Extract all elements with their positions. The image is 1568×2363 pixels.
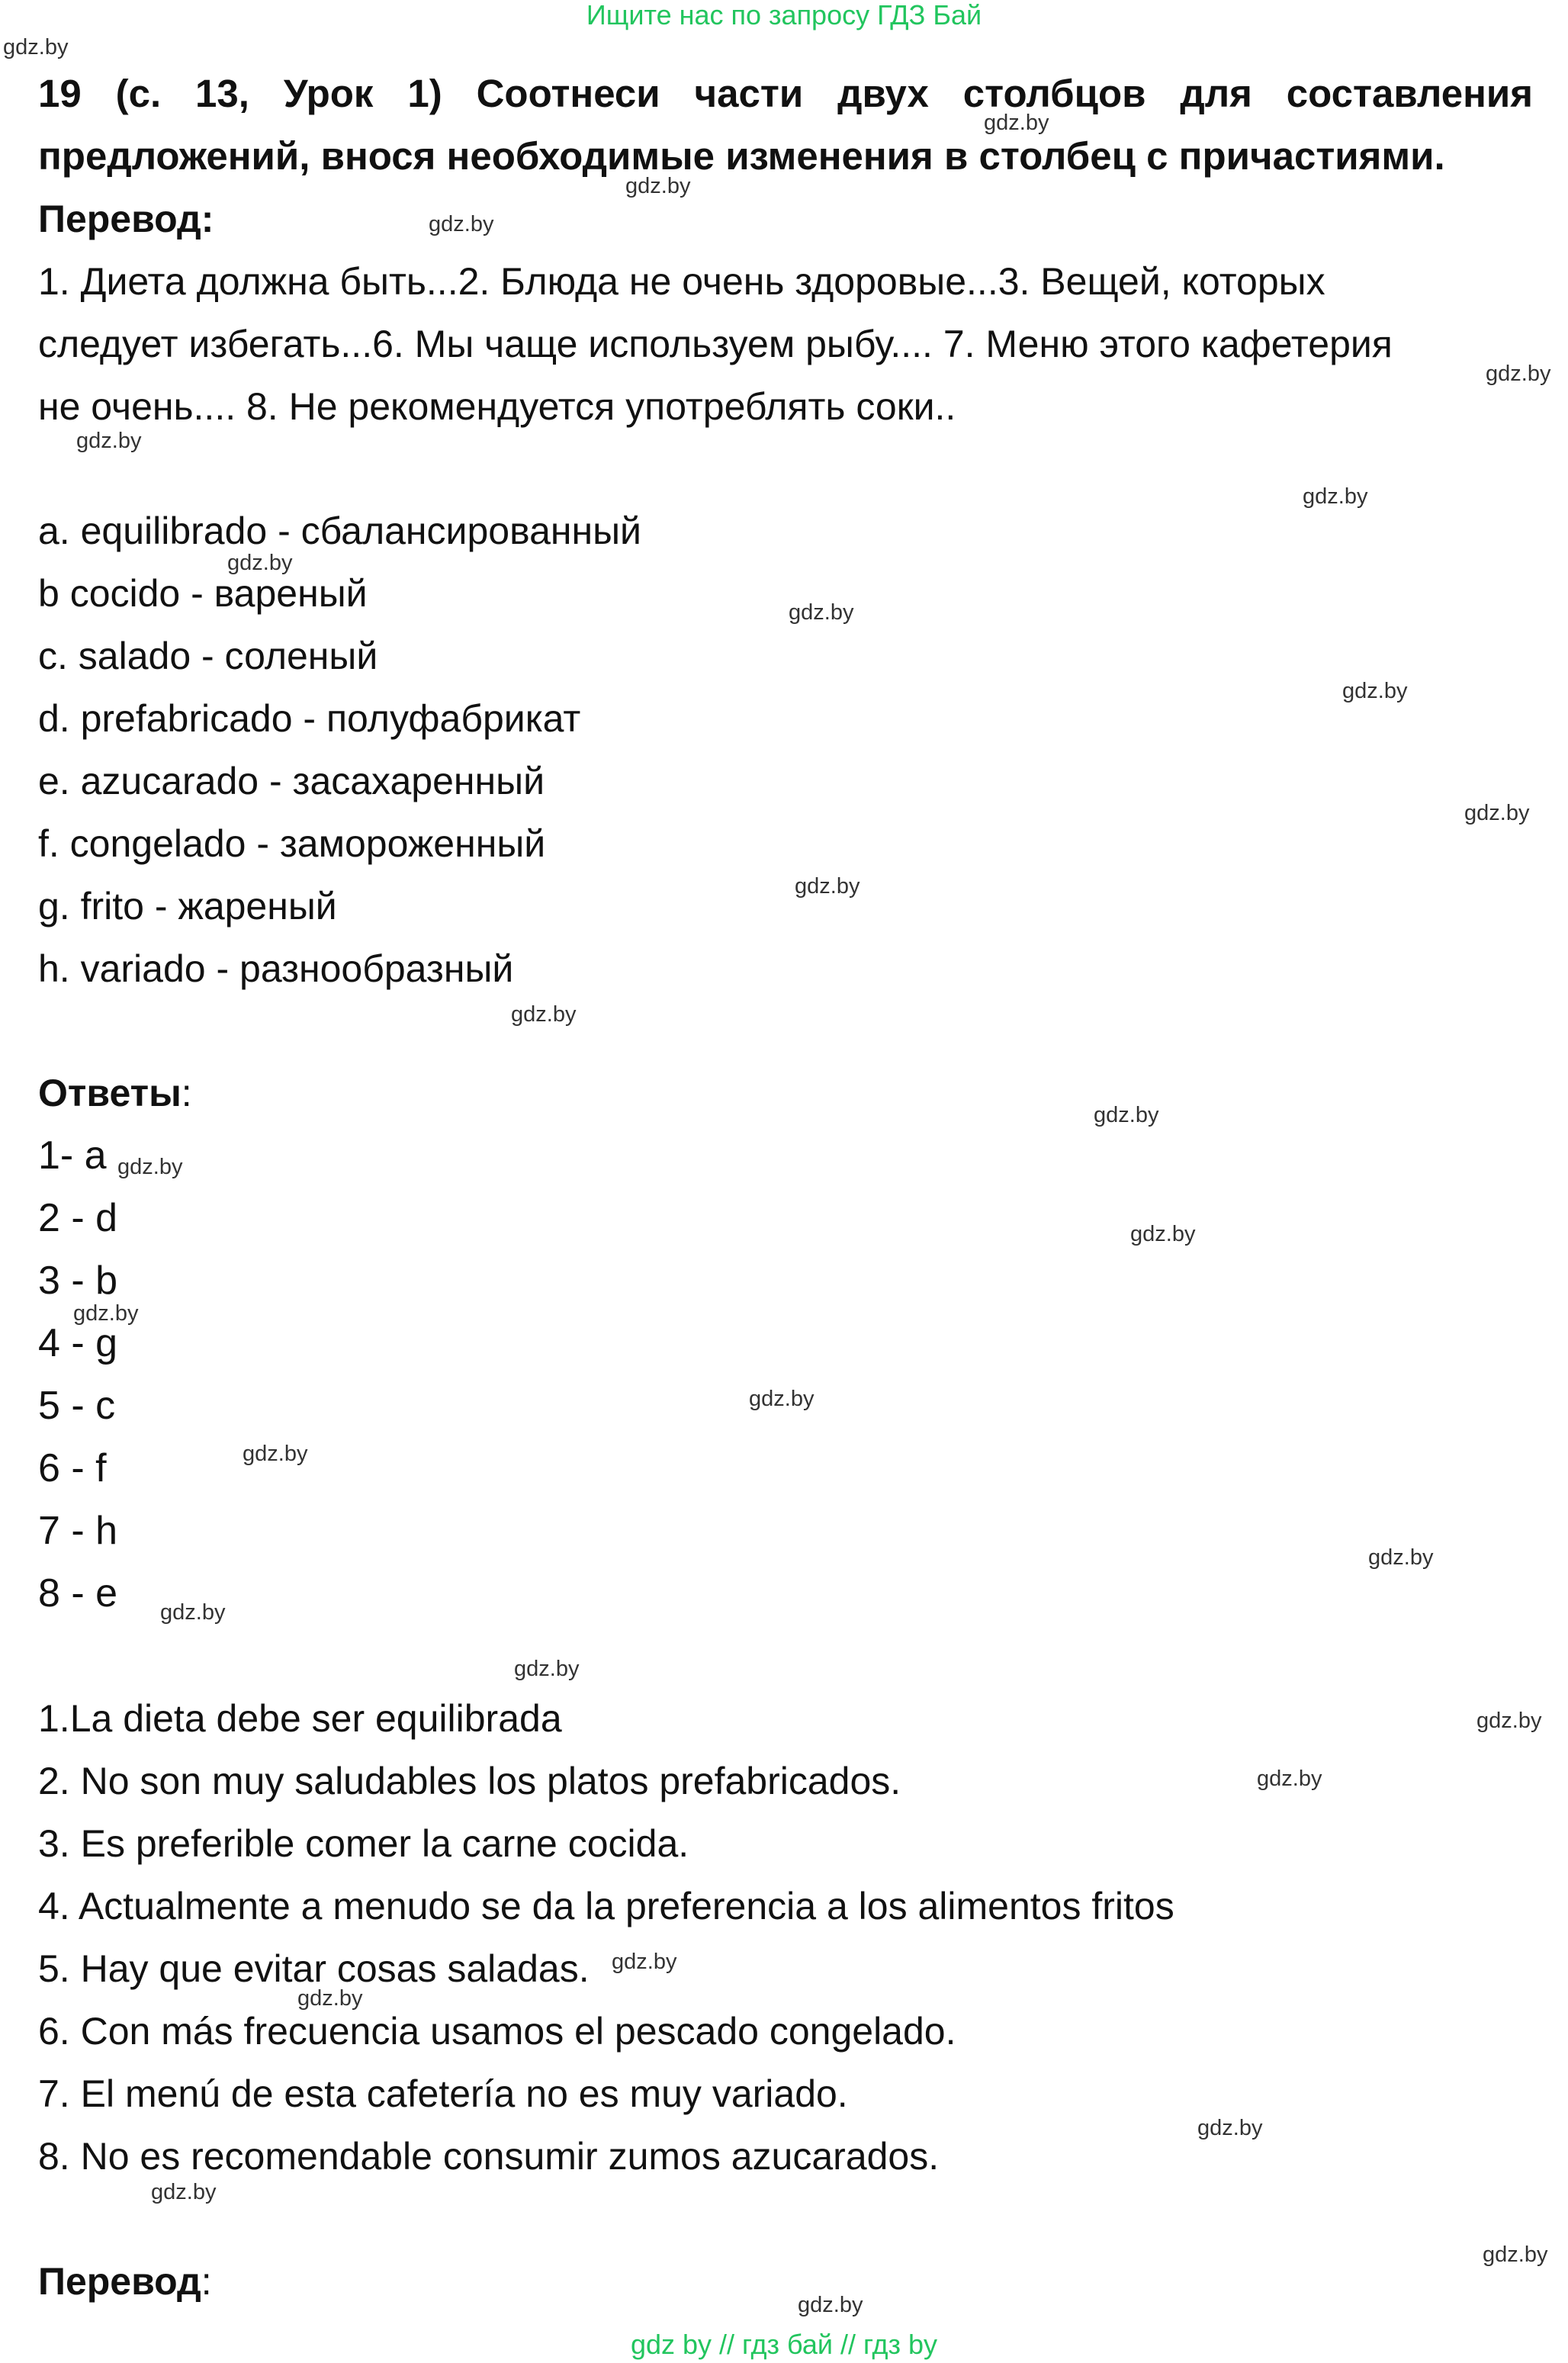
watermark: gdz.by xyxy=(1130,1222,1196,1246)
sentence-5: 5. Hay que evitar cosas saladas. xyxy=(38,1947,590,1990)
top-banner[interactable]: Ищите нас по запросу ГДЗ Бай xyxy=(586,0,982,31)
watermark: gdz.by xyxy=(749,1387,815,1411)
watermark: gdz.by xyxy=(297,1986,363,2011)
watermark: gdz.by xyxy=(1197,2116,1263,2140)
answer-4: 4 - g xyxy=(38,1321,118,1365)
watermark: gdz.by xyxy=(1368,1545,1434,1570)
watermark: gdz.by xyxy=(612,1950,677,1974)
watermark: gdz.by xyxy=(3,35,69,59)
watermark: gdz.by xyxy=(73,1301,139,1326)
answers-heading xyxy=(38,1062,1533,1124)
vocab-item-b: b cocido - вареный xyxy=(38,572,368,615)
final-heading-text: Перевод xyxy=(38,2260,201,2303)
translation-heading: Перевод: xyxy=(38,198,214,240)
watermark: gdz.by xyxy=(625,174,691,198)
watermark: gdz.by xyxy=(789,600,854,625)
sentence-4: 4. Actualmente a menudo se da la preferencia a los alimentos fritos xyxy=(38,1885,1174,1927)
vocab-item-h: h. variado - разнообразный xyxy=(38,947,514,990)
vocab-item-g: g. frito - жареный xyxy=(38,885,337,928)
watermark: gdz.by xyxy=(984,111,1049,135)
watermark: gdz.by xyxy=(1464,801,1530,825)
watermark: gdz.by xyxy=(1483,2242,1548,2267)
watermark: gdz.by xyxy=(117,1155,183,1179)
footer-links[interactable]: gdz by // гдз бай // гдз by xyxy=(630,2329,938,2360)
watermark: gdz.by xyxy=(227,551,293,575)
translation-line-2: следует избегать...6. Мы чаще используем рыбу.... 7. Меню этого кафетерия xyxy=(38,323,1393,365)
task-title-line2: предложений, внося необходимые изменения в столбец с причастиями. xyxy=(38,134,1445,178)
answer-6: 6 - f xyxy=(38,1446,107,1490)
answer-1: 1- a xyxy=(38,1133,107,1178)
final-translation-heading xyxy=(38,2250,1533,2313)
translation-line-3: не очень.... 8. Не рекомендуется употреблять соки.. xyxy=(38,385,956,428)
watermark: gdz.by xyxy=(243,1442,308,1466)
watermark: gdz.by xyxy=(511,1002,577,1027)
watermark: gdz.by xyxy=(514,1657,580,1681)
task-title-line1: 19 (с. 13, Урок 1) Соотнеси части двух столбцов для составления xyxy=(38,72,1533,115)
sentence-2: 2. No son muy saludables los platos prefabricados. xyxy=(38,1760,901,1802)
vocab-item-e: e. azucarado - засахаренный xyxy=(38,760,545,802)
vocab-item-f: f. congelado - замороженный xyxy=(38,822,546,865)
sentence-6: 6. Con más frecuencia usamos el pescado congelado. xyxy=(38,2010,956,2053)
answers-heading-text: Ответы xyxy=(38,1072,182,1114)
vocab-item-d: d. prefabricado - полуфабрикат xyxy=(38,697,581,740)
answer-8: 8 - e xyxy=(38,1571,118,1616)
watermark: gdz.by xyxy=(1257,1767,1322,1791)
answer-3: 3 - b xyxy=(38,1259,118,1303)
watermark: gdz.by xyxy=(795,874,860,899)
answer-2: 2 - d xyxy=(38,1196,118,1240)
watermark: gdz.by xyxy=(1476,1709,1542,1733)
vocab-item-c: c. salado - соленый xyxy=(38,635,378,677)
sentence-1: 1.La dieta debe ser equilibrada xyxy=(38,1697,562,1740)
sentence-8: 8. No es recomendable consumir zumos azucarados. xyxy=(38,2135,940,2178)
sentence-7: 7. El menú de esta cafetería no es muy variado. xyxy=(38,2072,848,2115)
watermark: gdz.by xyxy=(76,429,142,453)
watermark: gdz.by xyxy=(1342,679,1408,703)
watermark: gdz.by xyxy=(429,212,494,236)
answer-7: 7 - h xyxy=(38,1509,118,1553)
watermark: gdz.by xyxy=(1303,484,1368,509)
final-heading-colon: : xyxy=(201,2260,212,2303)
vocab-item-a: a. equilibrado - сбалансированный xyxy=(38,510,641,552)
watermark: gdz.by xyxy=(160,1600,226,1625)
translation-line-1: 1. Диета должна быть...2. Блюда не очень здоровые...3. Вещей, которых xyxy=(38,260,1325,303)
watermark: gdz.by xyxy=(151,2180,217,2204)
watermark: gdz.by xyxy=(1486,362,1551,386)
answer-5: 5 - c xyxy=(38,1384,116,1428)
sentence-3: 3. Es preferible comer la carne cocida. xyxy=(38,1822,689,1865)
watermark: gdz.by xyxy=(798,2293,863,2317)
watermark: gdz.by xyxy=(1094,1103,1159,1127)
answers-heading-colon: : xyxy=(181,1072,192,1114)
